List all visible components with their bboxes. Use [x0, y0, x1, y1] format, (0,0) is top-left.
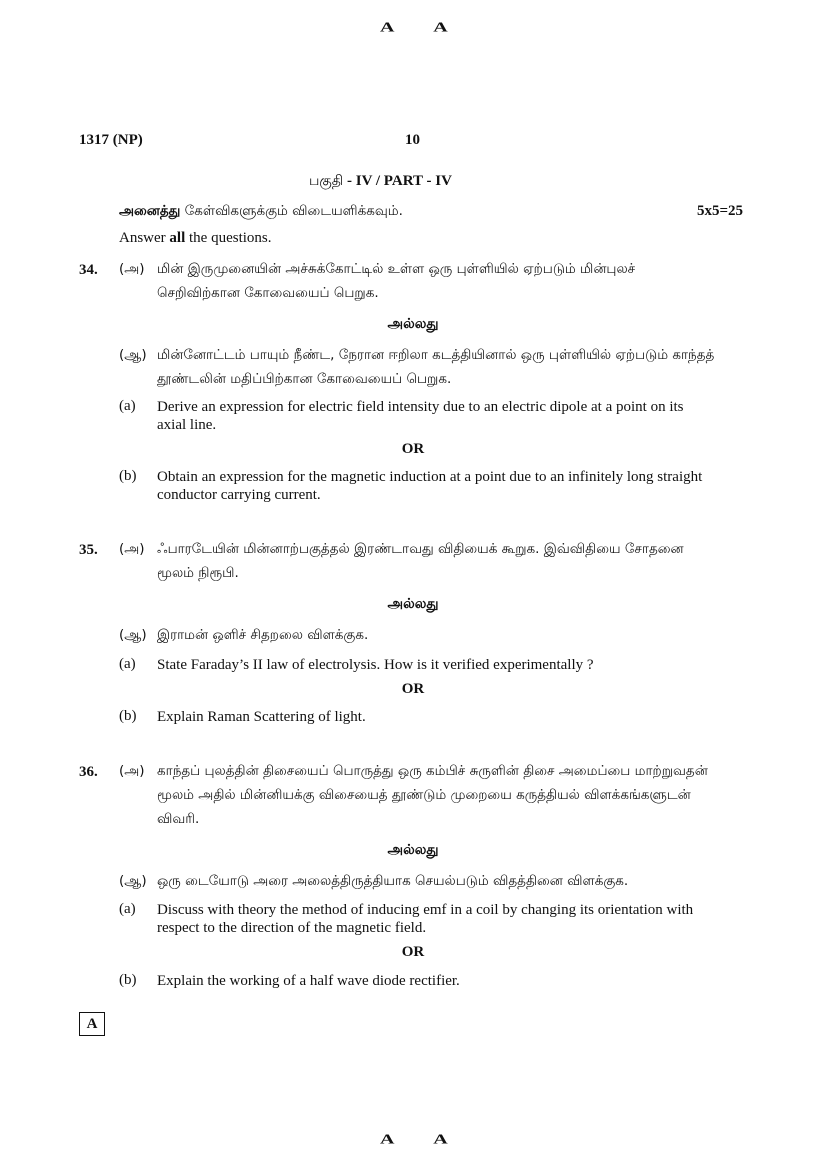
- question-text-tamil-a: காந்தப் புலத்தின் திசையைப் பொருத்து ஒரு கம்பிச் சுருளின் திசை அமைப்பை மாற்றுவதன் மூலம் அதில் மின்னியக்கு விசையைத் தூண்டும் முறையை கருத்தியல் விளக்கங்களுடன் விவரி.: [157, 763, 708, 827]
- instruction-tamil: [119, 203, 403, 221]
- or-separator-tamil: அல்லது: [387, 842, 439, 858]
- question-number: 36.: [79, 764, 98, 780]
- question-text-english-a: Derive an expression for electric field intensity due to an electric dipole at a point on its axial line.: [157, 399, 684, 433]
- instruction-english-pre: Answer: [119, 230, 170, 246]
- option-label-tamil-a: (அ): [119, 541, 145, 557]
- or-separator-english: OR: [401, 441, 425, 457]
- page-top-marker: A A: [380, 19, 466, 35]
- question-text-tamil-a: மின் இருமுனையின் அச்சுக்கோட்டில் உள்ள ஒரு புள்ளியில் ஏற்படும் மின்புலச் செறிவிற்கான கோவையைப் பெறுக.: [157, 261, 636, 301]
- option-label-english-b: (b): [119, 468, 137, 484]
- or-separator-english: OR: [401, 944, 425, 960]
- question-text-tamil-b: மின்னோட்டம் பாயும் நீண்ட, நேரான ஈறிலா கடத்தியினால் ஒரு புள்ளியில் ஏற்படும் காந்தத் தூண்டலின் மதிப்பிற்கான கோவையைப் பெறுக.: [157, 347, 715, 387]
- page-number: 10: [405, 132, 420, 148]
- question-text-tamil-a: ஃபாரடேயின் மின்னாற்பகுத்தல் இரண்டாவது விதியைக் கூறுக. இவ்விதியை சோதனை மூலம் நிரூபி.: [157, 541, 684, 581]
- question-text-english-b: Explain the working of a half wave diode rectifier.: [157, 973, 460, 989]
- question-number: 35.: [79, 542, 98, 558]
- option-label-tamil-b: (ஆ): [119, 347, 147, 363]
- booklet-code-box: A: [79, 1012, 105, 1036]
- or-separator-tamil: அல்லது: [387, 316, 439, 332]
- instruction-tamil-rest: கேள்விகளுக்கும் விடையளிக்கவும்.: [180, 203, 403, 219]
- option-label-tamil-a: (அ): [119, 261, 145, 277]
- question-number: 34.: [79, 262, 98, 278]
- question-text-tamil-b: இராமன் ஒளிச் சிதறலை விளக்குக.: [157, 627, 369, 643]
- question-text-english-b: Explain Raman Scattering of light.: [157, 709, 366, 725]
- instruction-english-bold: all: [169, 230, 186, 246]
- part-heading: [309, 173, 452, 191]
- or-separator-tamil: அல்லது: [387, 596, 439, 612]
- part-heading-tamil: பகுதி: [309, 173, 344, 189]
- instruction-english-post: the questions.: [185, 230, 272, 246]
- question-text-english-a: State Faraday’s II law of electrolysis. How is it verified experimentally ?: [157, 657, 594, 673]
- or-separator-english: OR: [401, 681, 425, 697]
- paper-code: 1317 (NP): [79, 132, 143, 148]
- option-label-english-a: (a): [119, 901, 136, 917]
- marks-allocation: 5x5=25: [697, 203, 744, 219]
- question-text-tamil-b: ஒரு டையோடு அரை அலைத்திருத்தியாக செயல்படும் விதத்தினை விளக்குக.: [157, 873, 629, 889]
- option-label-tamil-b: (ஆ): [119, 873, 147, 889]
- page-bottom-marker: A A: [380, 1131, 466, 1147]
- part-heading-english: - IV / PART - IV: [347, 173, 452, 189]
- option-label-english-a: (a): [119, 398, 136, 414]
- option-label-english-a: (a): [119, 656, 136, 672]
- option-label-tamil-a: (அ): [119, 763, 145, 779]
- option-label-english-b: (b): [119, 972, 137, 988]
- question-text-english-a: Discuss with theory the method of inducing emf in a coil by changing its orientation with respect to the direction of the magnetic field.: [157, 902, 694, 936]
- question-text-english-b: Obtain an expression for the magnetic induction at a point due to an infinitely long straight conductor carrying current.: [157, 469, 703, 503]
- option-label-tamil-b: (ஆ): [119, 627, 147, 643]
- instruction-tamil-bold: அனைத்து: [119, 203, 181, 219]
- option-label-english-b: (b): [119, 708, 137, 724]
- instruction-english: [119, 230, 272, 247]
